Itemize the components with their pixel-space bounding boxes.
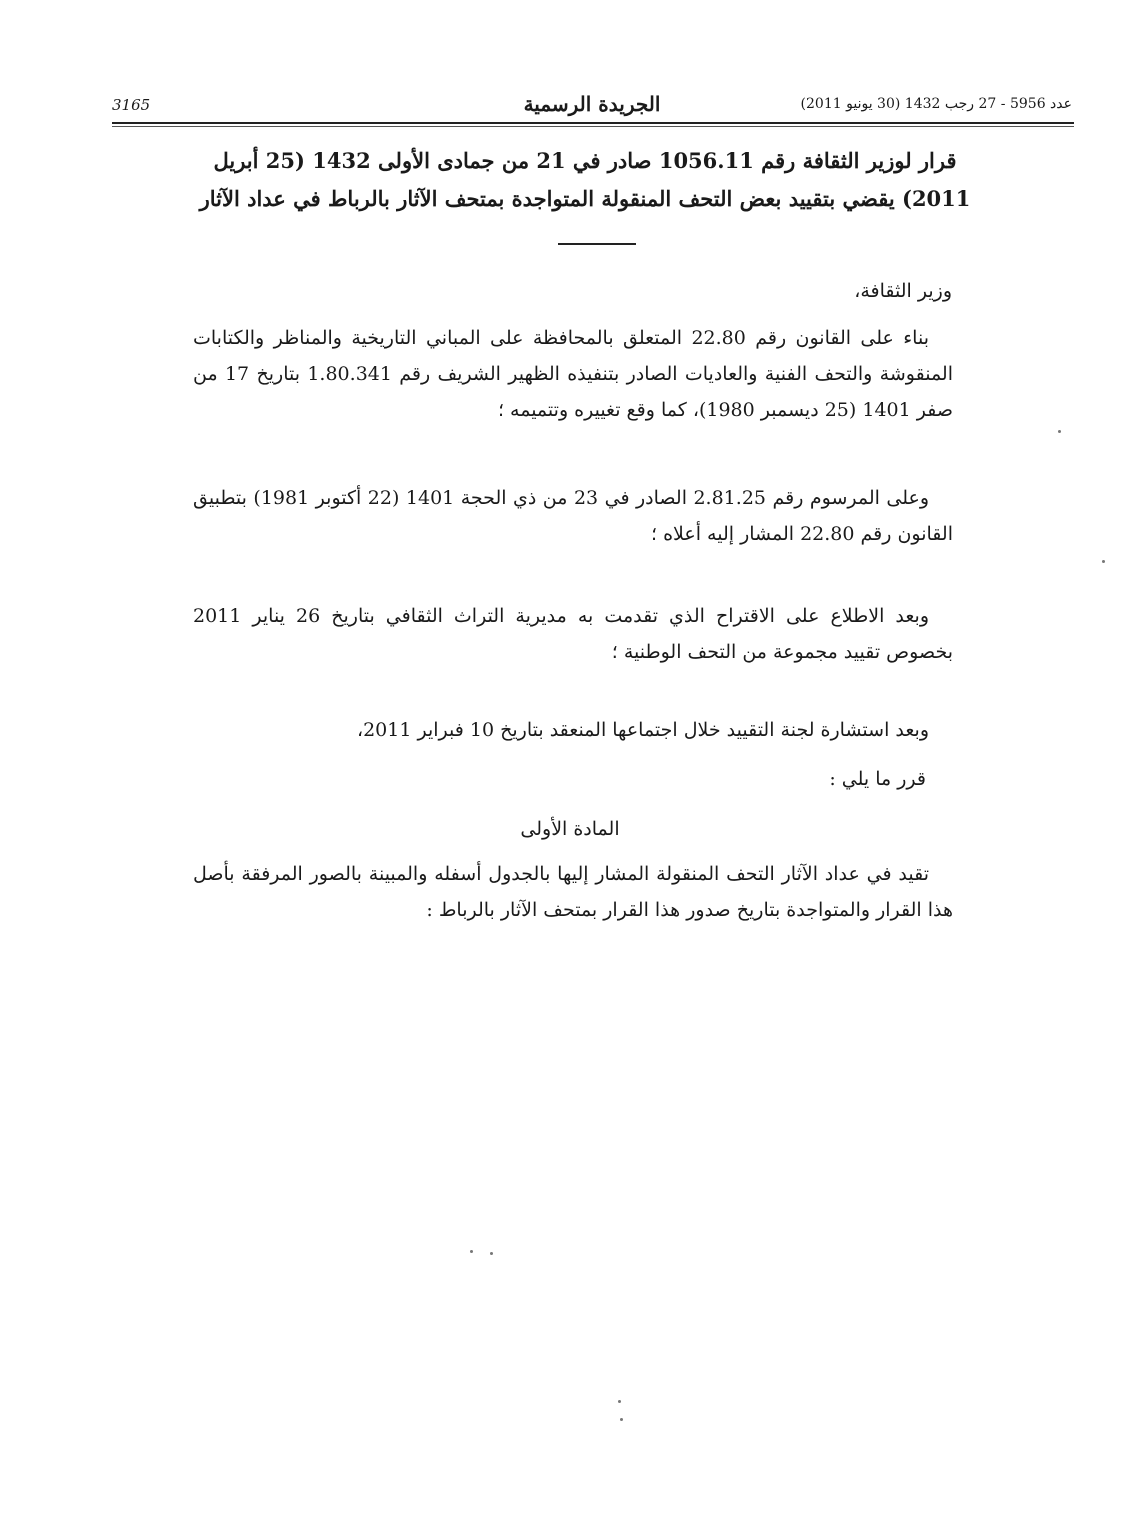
scan-speck bbox=[470, 1250, 473, 1253]
page-number: 3165 bbox=[112, 96, 151, 114]
scan-speck bbox=[620, 1418, 623, 1421]
scan-speck bbox=[1058, 430, 1061, 433]
article-1-text: تقيد في عداد الآثار التحف المنقولة المشار إليها بالجدول أسفله والمبينة بالصور المرفقة بأصل هذا القرار والمتواجدة بتاريخ صدور هذا القرار بمتحف الآثار بالرباط : bbox=[193, 863, 953, 921]
article-1-heading: المادة الأولى bbox=[520, 818, 620, 840]
considering-proposal-paragraph: وبعد الاطلاع على الاقتراح الذي تقدمت به مديرية التراث الثقافي بتاريخ 26 يناير 2011 بخصوص تقييد مجموعة من التحف الوطنية ؛ bbox=[193, 605, 953, 663]
scan-speck bbox=[490, 1252, 493, 1255]
journal-name: الجريدة الرسمية bbox=[523, 92, 661, 116]
issue-info: عدد 5956 - 27 رجب 1432 (30 يونيو 2011) bbox=[800, 96, 1072, 112]
page-header bbox=[112, 92, 1072, 120]
scan-speck bbox=[618, 1400, 621, 1403]
header-divider bbox=[112, 122, 1074, 124]
decides-line: قرر ما يلي : bbox=[829, 768, 926, 790]
considering-law-paragraph: بناء على القانون رقم 22.80 المتعلق بالمحافظة على المباني التاريخية والمناظر والكتابات المنقوشة والتحف الفنية والعاديات الصادر بتنفيذه الظهير الشريف رقم 1.80.341 بتاريخ 17 من صفر 1401 (25 ديسمبر 1980)، كما وقع تغييره وتتميمه ؛ bbox=[193, 327, 953, 421]
title-divider bbox=[558, 243, 636, 245]
scan-speck bbox=[1102, 560, 1105, 563]
considering-decree-paragraph: وعلى المرسوم رقم 2.81.25 الصادر في 23 من ذي الحجة 1401 (22 أكتوبر 1981) بتطبيق القانون رقم 22.80 المشار إليه أعلاه ؛ bbox=[193, 487, 953, 545]
minister-line: وزير الثقافة، bbox=[854, 280, 952, 302]
header-divider-thin bbox=[112, 126, 1074, 127]
decision-title: قرار لوزير الثقافة رقم 1056.11 صادر في 21 من جمادى الأولى 1432 (25 أبريل 2011) يقضي بتقييد بعض التحف المنقولة المتواجدة بمتحف الآثار بالرباط في عداد الآثار bbox=[199, 148, 971, 211]
considering-committee-paragraph: وبعد استشارة لجنة التقييد خلال اجتماعها المنعقد بتاريخ 10 فبراير 2011، bbox=[356, 719, 929, 741]
